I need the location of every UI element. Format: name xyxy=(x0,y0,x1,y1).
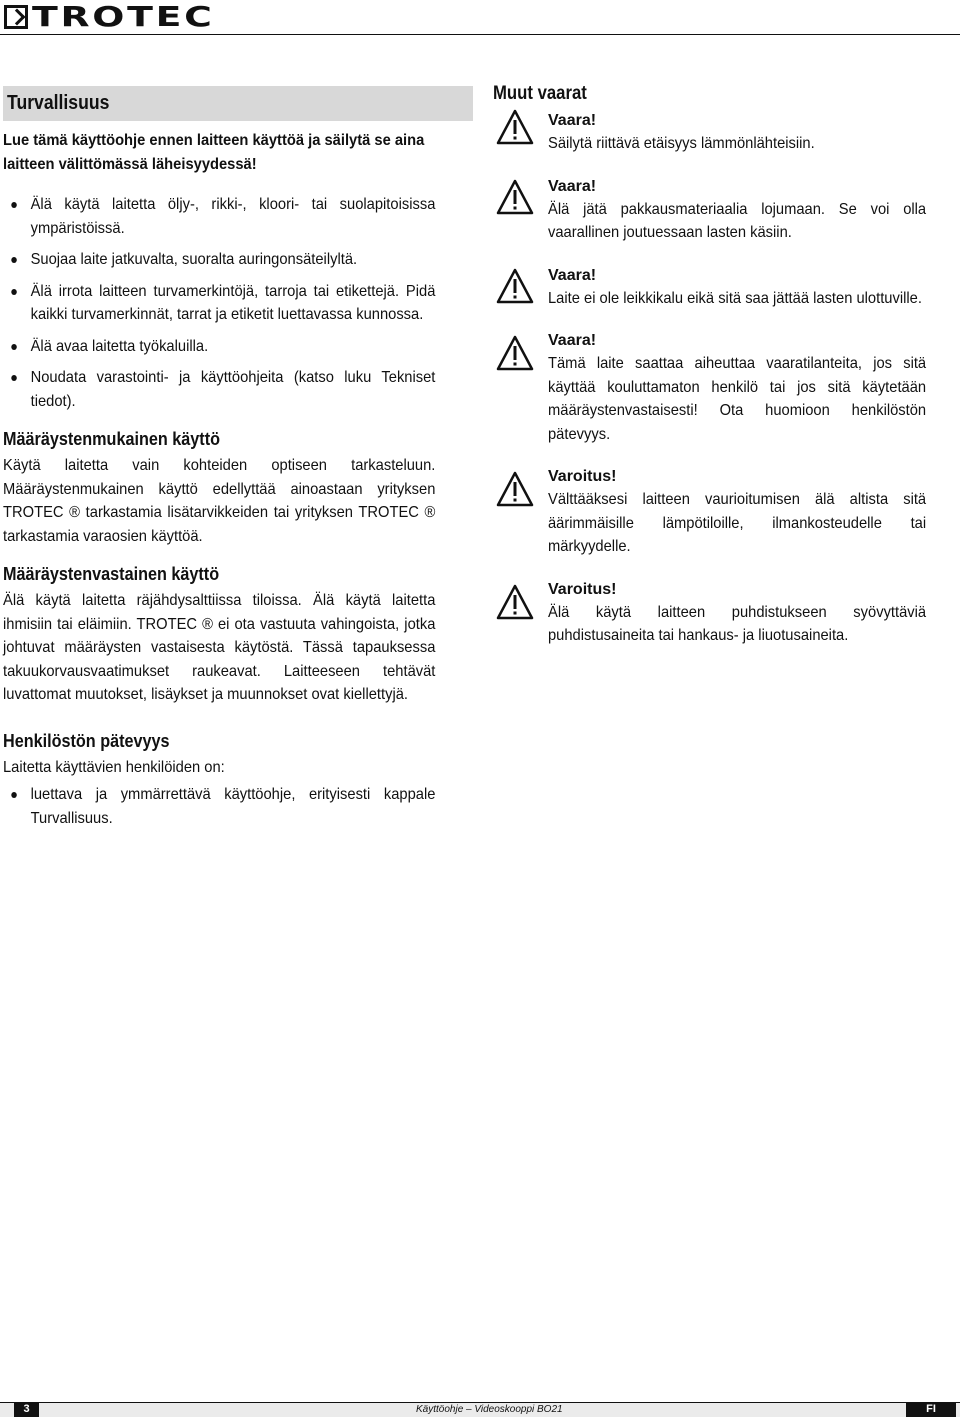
warning-text: Säilytä riittävä etäisyys lämmönlähteisiin. xyxy=(548,135,815,152)
warning-block xyxy=(493,264,959,311)
safety-intro: Lue tämä käyttöohje ennen laitteen käyttöä ja säilytä se aina laitteen välittömässä läheisyydessä! xyxy=(3,132,425,173)
logo-text: TROTEC xyxy=(32,0,215,33)
safety-bullet: Älä käytä laitetta öljy-, rikki-, kloori- tai suolapitoisissa ympäristöissä. xyxy=(3,193,435,240)
safety-bullet-list xyxy=(3,193,473,413)
warning-triangle-icon xyxy=(496,109,534,145)
warning-title: Vaara! xyxy=(548,112,597,129)
improper-use-heading: Määräystenvastainen käyttö xyxy=(3,564,220,584)
warning-title: Vaara! xyxy=(548,177,597,195)
other-hazards-title: Muut vaarat xyxy=(493,83,587,104)
warning-block xyxy=(493,329,959,446)
logo-chevron-icon xyxy=(4,5,28,29)
footer-document-title: Käyttöohje – Videoskooppi BO21 xyxy=(416,1404,563,1415)
warning-block xyxy=(493,175,959,245)
section-title: Turvallisuus xyxy=(7,92,110,114)
personnel-text: Laitetta käyttävien henkilöiden on: xyxy=(3,758,225,776)
section-header-bar xyxy=(3,86,473,121)
warning-block xyxy=(493,109,959,156)
warning-title: Vaara! xyxy=(548,266,597,284)
warning-text: Laite ei ole leikkikalu eikä sitä saa jättää lasten ulottuville. xyxy=(548,289,922,307)
warning-text: Tämä laite saattaa aiheuttaa vaaratilanteita, jos sitä käyttää kouluttamaton henkilö tai jos sitä käytetään määräystenvastaisesti! Ota huomioon henkilöstön pätevyys. xyxy=(548,355,927,443)
intended-use-heading: Määräystenmukainen käyttö xyxy=(3,429,220,449)
warning-block xyxy=(493,578,959,648)
warning-title: Varoitus! xyxy=(548,580,617,598)
improper-use-text: Älä käytä laitetta räjähdysalttiissa tiloissa. Älä käytä laitetta ihmisiin tai eläimiin. TROTEC ® ei ota vastuuta vahingoista, jotka johtuvat määräysten vastaisesta käytöstä. Tässä tapauksessa takuukorvausvaatimukset raukeavat. Laitteeseen tehtävät luvattomat muutokset, lisäykset ja muunnokset ovat kiellettyjä. xyxy=(3,592,436,703)
warning-title: Varoitus! xyxy=(548,468,617,485)
personnel-bullet: luettava ja ymmärrettävä käyttöohje, erityisesti kappale Turvallisuus. xyxy=(3,783,435,830)
warning-title: Vaara! xyxy=(548,332,597,349)
safety-bullet: Älä irrota laitteen turvamerkintöjä, tarroja tai etikettejä. Pidä kaikki turvamerkinnät, tarrat ja etiketit luettavassa kunnossa. xyxy=(3,280,435,327)
warning-text: Älä käytä laitteen puhdistukseen syövyttäviä puhdistusaineita tai hankaus- ja liuotusaineita. xyxy=(548,603,927,644)
personnel-bullet-list xyxy=(3,783,473,830)
warning-text: Välttääksesi laitteen vaurioitumisen älä altista sitä äärimmäisille lämpötiloille, ilmankosteudelle tai märkyydelle. xyxy=(548,491,927,555)
safety-bullet: Suojaa laite jatkuvalta, suoralta auringonsäteilyltä. xyxy=(3,248,435,272)
intended-use-text: Käytä laitetta vain kohteiden optiseen tarkasteluun. Määräystenmukainen käyttö edellyttää ainoastaan yrityksen TROTEC ® tarkastamia lisätarvikkeiden tai yrityksen TROTEC ® tarkastamia varaosien käyttöä. xyxy=(3,457,436,545)
warning-triangle-icon xyxy=(496,179,534,215)
safety-bullet: Älä avaa laitetta työkaluilla. xyxy=(3,335,435,359)
language-code: FI xyxy=(906,1402,956,1417)
warning-text: Älä jätä pakkausmateriaalia lojumaan. Se voi olla vaarallinen joutuessaan lasten käsiin. xyxy=(548,200,927,241)
trotec-logo xyxy=(4,0,215,33)
warning-triangle-icon xyxy=(496,584,534,620)
header-divider xyxy=(0,34,960,35)
improper-use-section xyxy=(3,564,473,707)
warning-block xyxy=(493,465,959,559)
page-number: 3 xyxy=(14,1402,39,1417)
left-column xyxy=(3,86,473,838)
personnel-section xyxy=(3,731,473,831)
warning-triangle-icon xyxy=(496,471,534,507)
warning-triangle-icon xyxy=(496,335,534,371)
safety-bullet: Noudata varastointi- ja käyttöohjeita (katso luku Tekniset tiedot). xyxy=(3,366,435,413)
intended-use-section xyxy=(3,429,473,548)
personnel-heading: Henkilöstön pätevyys xyxy=(3,730,170,751)
warning-triangle-icon xyxy=(496,268,534,304)
right-column xyxy=(493,82,959,648)
